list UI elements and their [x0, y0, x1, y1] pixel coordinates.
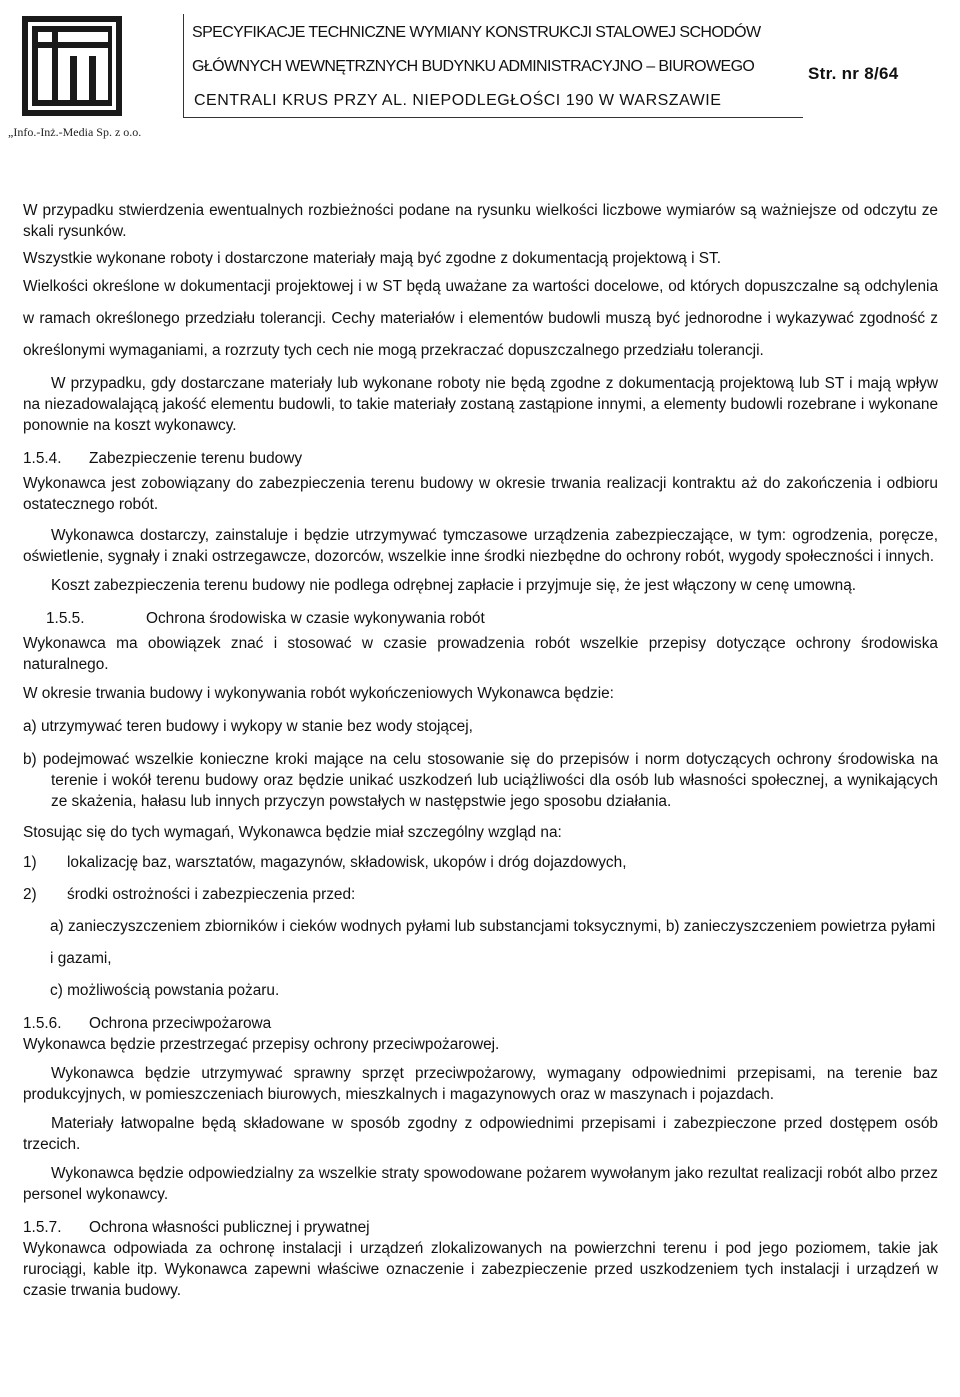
title-line-2: GŁÓWNYCH WEWNĘTRZNYCH BUDYNKU ADMINISTRACYJNO – BIUROWEGO: [192, 58, 755, 75]
section-title: Ochrona przeciwpożarowa: [89, 1015, 272, 1032]
section-number: 1.5.7.: [23, 1219, 62, 1236]
company-logo: [22, 16, 122, 116]
section-number: 1.5.5.: [46, 610, 85, 627]
paragraph: W okresie trwania budowy i wykonywania robót wykończeniowych Wykonawca będzie:: [23, 685, 614, 702]
header-divider: [183, 117, 803, 118]
paragraph: Wielkości określone w dokumentacji projektowej i w ST będą uważane za wartości docelowe, od których dopuszczalne są odchylenia w ramach określonego przedziału tolerancji. Cechy materiałów i elementów budowli muszą być jednorodne i wykazywać zgodność z określonymi wymaganiami, a rozrzuty tych cech nie mogą przekraczać dopuszczalnego przedziału tolerancji.: [23, 278, 938, 359]
item-text: lokalizację baz, warsztatów, magazynów, składowisk, ukopów i dróg dojazdowych,: [67, 854, 627, 871]
section-title: Ochrona własności publicznej i prywatnej: [89, 1219, 370, 1236]
numbered-item: [23, 847, 938, 879]
section-heading-1-5-5: [23, 608, 938, 629]
paragraph: Materiały łatwopalne będą składowane w sposób zgodny z odpowiednimi przepisami i zabezpieczone przed dostępem osób trzecich.: [23, 1115, 938, 1153]
item-number: 1): [23, 854, 37, 871]
paragraph: Wszystkie wykonane roboty i dostarczone materiały mają być zgodne z dokumentacją projektową i ST.: [23, 250, 722, 267]
page-header: [0, 0, 960, 138]
paragraph: Wykonawca dostarczy, zainstaluje i będzie utrzymywać tymczasowe urządzenia zabezpieczające, w tym: ogrodzenia, poręcze, oświetlenie, sygnały i znaki ostrzegawcze, dozorców, wszelkie inne środki niezbędne do ochrony robót, wygody społeczności i innych.: [23, 527, 938, 565]
section-heading-1-5-6: [23, 1013, 938, 1034]
section-number: 1.5.4.: [23, 450, 62, 467]
section-title: Ochrona środowiska w czasie wykonywania robót: [146, 610, 485, 627]
list-item: a) utrzymywać teren budowy i wykopy w stanie bez wody stojącej,: [23, 718, 473, 735]
sub-item: c) możliwością powstania pożaru.: [50, 982, 280, 999]
document-title: [183, 14, 814, 117]
company-name: „Info.-Inż.-Media Sp. z o.o.: [8, 125, 142, 139]
section-heading-1-5-7: [23, 1217, 938, 1238]
section-title: Zabezpieczenie terenu budowy: [89, 450, 303, 467]
paragraph: Wykonawca będzie odpowiedzialny za wszelkie straty spowodowane pożarem wywołanym jako rezultat realizacji robót albo przez personel wykonawcy.: [23, 1165, 938, 1203]
list-item: b) podejmować wszelkie konieczne kroki mające na celu stosowanie się do przepisów i norm dotyczących ochrony środowiska na terenie i wokół terenu budowy oraz będzie unikać uszkodzeń lub uciążliwości dla osób lub własności społecznej, a wynikających ze skażenia, hałasu lub innych przyczyn powstałych w następstwie jego sposobu działania.: [23, 751, 938, 810]
paragraph: Wykonawca odpowiada za ochronę instalacji i urządzeń zlokalizowanych na powierzchni terenu i pod jego poziomem, takie jak rurociągi, kable itp. Wykonawca zapewni właściwe oznaczenie i zabezpieczenie przed uszkodzeniem tych instalacji i urządzeń w czasie trwania budowy.: [23, 1240, 938, 1299]
sub-item: a) zanieczyszczeniem zbiorników i cieków wodnych pyłami lub substancjami toksycznymi, b) zanieczyszczeniem powietrza pyłami i gazami,: [50, 918, 936, 967]
paragraph: W przypadku stwierdzenia ewentualnych rozbieżności podane na rysunku wielkości liczbowe wymiarów są ważniejsze od odczytu ze skali rysunków.: [23, 202, 938, 240]
paragraph: W przypadku, gdy dostarczane materiały lub wykonane roboty nie będą zgodne z dokumentacją projektową lub ST i mają wpływ na niezadowalającą jakość elementu budowli, to takie materiały zostaną zastąpione innymi, a elementy budowli rozebrane i wykonane ponownie na koszt wykonawcy.: [23, 375, 938, 434]
item-text: środki ostrożności i zabezpieczenia przed:: [67, 886, 356, 903]
page-number: Str. nr 8/64: [808, 64, 899, 83]
paragraph: Wykonawca będzie przestrzegać przepisy ochrony przeciwpożarowej.: [23, 1036, 500, 1053]
paragraph: Wykonawca ma obowiązek znać i stosować w czasie prowadzenia robót wszelkie przepisy dotyczące ochrony środowiska naturalnego.: [23, 635, 938, 673]
numbered-item: [23, 879, 938, 911]
section-number: 1.5.6.: [23, 1015, 62, 1032]
title-line-3: CENTRALI KRUS PRZY AL. NIEPODLEGŁOŚCI 190 W WARSZAWIE: [194, 92, 722, 109]
paragraph: Koszt zabezpieczenia terenu budowy nie podlega odrębnej zapłacie i przyjmuje się, że jest włączony w cenę umowną.: [51, 577, 857, 594]
paragraph: Stosując się do tych wymagań, Wykonawca będzie miał szczególny wzgląd na:: [23, 824, 562, 841]
section-heading-1-5-4: [23, 448, 938, 469]
document-body: [23, 200, 938, 1301]
title-line-1: SPECYFIKACJE TECHNICZNE WYMIANY KONSTRUKCJI STALOWEJ SCHODÓW: [192, 24, 761, 41]
item-number: 2): [23, 886, 37, 903]
paragraph: Wykonawca będzie utrzymywać sprawny sprzęt przeciwpożarowy, wymagany odpowiednimi przepisami, na terenie baz produkcyjnych, w pomieszczeniach biurowych, mieszkalnych i magazynowych oraz w maszynach i pojazdach.: [23, 1065, 938, 1103]
paragraph: Wykonawca jest zobowiązany do zabezpieczenia terenu budowy w okresie trwania realizacji kontraktu aż do zakończenia i odbioru ostatecznego robót.: [23, 475, 938, 513]
